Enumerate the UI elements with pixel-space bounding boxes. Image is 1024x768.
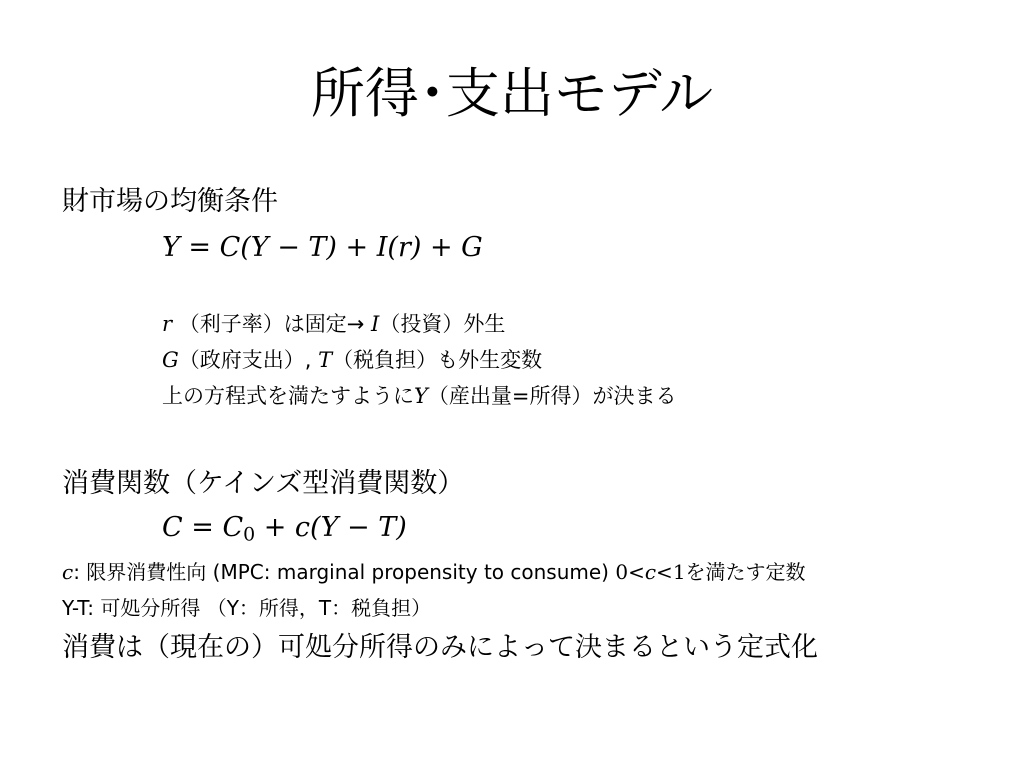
equilibrium-equation: Y = C(Y − T) + I(r) + G: [162, 232, 483, 263]
arrow-icon: →: [346, 312, 365, 336]
tax-text: （税負担）も外生変数: [332, 348, 543, 372]
output-text-b: （産出量=所得）が決まる: [427, 384, 677, 408]
less-than-2: <: [656, 560, 673, 584]
var-I: I: [371, 312, 380, 336]
var-c: c: [62, 560, 74, 584]
var-Y: Y: [414, 384, 428, 408]
var-c-inequality: c: [644, 560, 657, 584]
var-r: r: [162, 312, 173, 336]
interest-rate-note: [162, 312, 505, 337]
mpc-text: : 限界消費性向 (MPC: marginal propensity to consume): [73, 560, 616, 584]
var-G: G: [162, 348, 179, 372]
conclusion-line: 消費は（現在の）可処分所得のみによって決まるという定式化: [62, 632, 818, 663]
slide-title: 所得･支出モデル: [310, 62, 714, 125]
num-one: 1: [672, 560, 686, 584]
disposable-income-line: Y-T: 可処分所得 （Y：所得，T：税負担）: [62, 596, 432, 620]
less-than-1: <: [628, 560, 645, 584]
government-note: [162, 348, 542, 373]
var-T: T: [318, 348, 333, 372]
interest-rate-text: （利子率）は固定: [178, 312, 347, 336]
consumption-eq-subscript: 0: [243, 523, 256, 546]
consumption-equation: [162, 512, 407, 544]
government-text: （政府支出）,: [178, 348, 319, 372]
goods-market-heading: 財市場の均衡条件: [62, 186, 278, 217]
output-text-a: 上の方程式を満たすように: [162, 384, 414, 408]
output-note: [162, 384, 676, 409]
mpc-line: [62, 560, 806, 584]
investment-text: （投資）外生: [379, 312, 506, 336]
constant-text: を満たす定数: [685, 560, 806, 584]
num-zero: 0: [615, 560, 629, 584]
consumption-function-heading: 消費関数（ケインズ型消費関数）: [62, 468, 465, 499]
consumption-eq-rhs: + c(Y − T): [255, 512, 407, 543]
consumption-eq-lhs: C = C: [162, 512, 244, 543]
